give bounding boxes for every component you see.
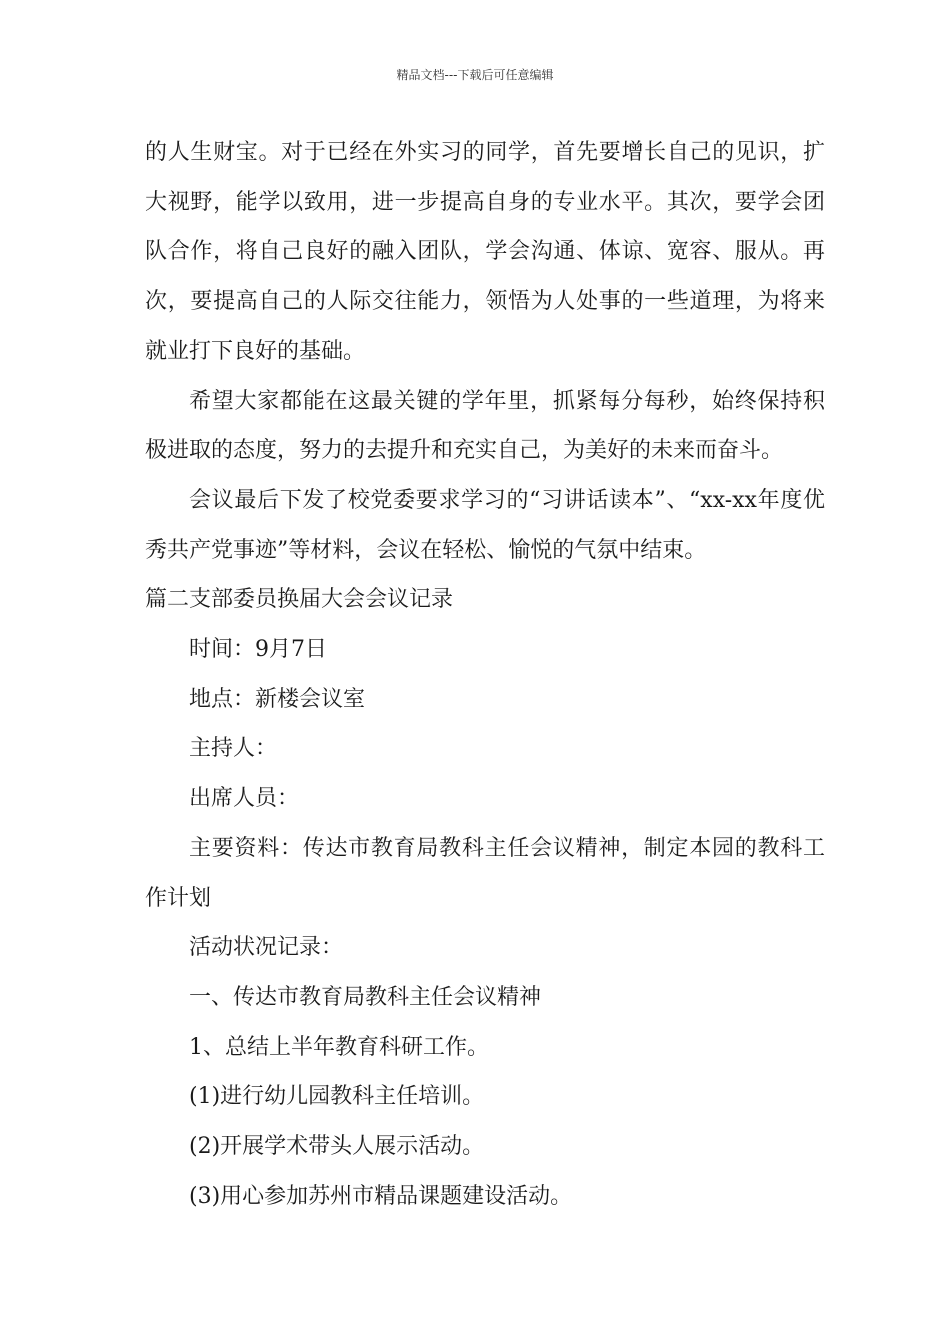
page-header: 精品文档---下载后可任意编辑 xyxy=(396,68,554,82)
list-item: (2)开展学术带头人展示活动。 xyxy=(189,1134,485,1160)
list-item: (3)用心参加苏州市精品课题建设活动。 xyxy=(189,1183,573,1209)
section-title: 篇二支部委员换届大会会议记录 xyxy=(145,587,454,613)
paragraph-1: 的人生财宝。对于已经在外实习的同学，首先要增长自己的见识，扩大视野，能学以致用，进一步提高自身的专业水平。其次，要学会团队合作，将自己良好的融入团队，学会沟通、体谅、宽容、服从。再次，要提高自己的人际交往能力，领悟为人处事的一些道理，为将来就业打下良好的基础。 xyxy=(145,140,825,364)
meeting-main-content: 主要资料：传达市教育局教科主任会议精神，制定本园的教科工作计划 xyxy=(145,835,825,911)
meeting-place: 地点：新楼会议室 xyxy=(189,686,366,712)
paragraph-3: 会议最后下发了校党委要求学习的“习讲话读本”、“xx-xx年度优秀共产党事迹”等材料，会议在轻松、愉悦的气氛中结束。 xyxy=(145,487,825,563)
meeting-attendees: 出席人员： xyxy=(189,786,300,812)
list-item: 1、总结上半年教育科研工作。 xyxy=(189,1034,489,1060)
meeting-time: 时间：9月7日 xyxy=(189,637,327,663)
paragraph-2: 希望大家都能在这最关键的学年里，抓紧每分每秒，始终保持积极进取的态度，努力的去提升和充实自己，为美好的未来而奋斗。 xyxy=(145,388,825,464)
meeting-host: 主持人： xyxy=(189,736,278,762)
document-body xyxy=(145,128,825,1221)
list-item: 一、传达市教育局教科主任会议精神 xyxy=(189,984,542,1010)
activity-record-label: 活动状况记录： xyxy=(189,935,344,961)
list-item: (1)进行幼儿园教科主任培训。 xyxy=(189,1084,485,1110)
